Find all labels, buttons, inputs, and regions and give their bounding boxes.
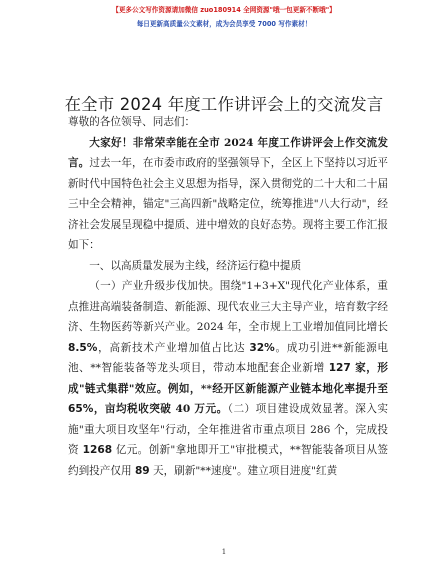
opening-text: 过去一年，在市委市政府的坚强领导下，全区上下坚持以习近平新时代中国特色社会主义思想为指导，深入贯彻党的二十大和二十届三中全会精神，锚定"三高四新"战略定位，统筹推进"八大行动"，经济社会发展呈现稳中提质、进中增效的良好态势。现将主要工作汇报如下：	[68, 157, 389, 251]
investment-value: 1268	[82, 444, 113, 456]
text-segment: 。成功引进**新能源电池、**智能装备等龙头项目，带动本地配套企业新增	[68, 341, 389, 374]
greeting: 尊敬的各位领导、同志们：	[68, 116, 196, 128]
document-body	[68, 112, 388, 481]
document-title: 在全市 2024 年度工作讲评会上的交流发言	[64, 95, 384, 114]
growth-rate-value: 8.5%	[68, 341, 98, 354]
banner-line-1: 【更多公文写作资源请加微信 zuo180914 全网资源"哦一包更新不断哦"】	[112, 6, 336, 14]
localization-rate-value: 65%	[68, 403, 94, 415]
text-segment: 家，形成"链式集群"效应。例如，	[68, 362, 388, 395]
hightech-share-value: 32%	[249, 341, 275, 354]
banner-line-2: 每日更新高质量公文素材，成为会员享受 7000 写作素材！	[136, 20, 312, 28]
text-segment: ，高新技术产业增加值占比达	[97, 341, 250, 354]
text-segment: （二）项目建设成效显著。深入实施"重大项目攻坚年"行动，全年推进省市重点项目 286 个，完成投资	[68, 403, 389, 456]
days-value: 89	[134, 464, 150, 477]
paragraph-opening	[68, 133, 388, 256]
text-segment: （一）产业升级步伐加快。围绕"1+3+X"现代化产业体系，重点推进高端装备制造、新能源、现代农业三大主导产业，培育数字经济、生物医药等新兴产业。2024 年，全市规上工业增加值同比增长	[68, 280, 388, 333]
text-segment: **经开区新能源产业链本地化率提升至	[200, 382, 388, 395]
opening-bold-text: 大家好！非常荣幸能在全市 2024 年度工作讲评会上作交流发言。	[68, 136, 388, 169]
text-segment: ，亩均税收突破 40 万元。	[93, 403, 228, 415]
text-segment: 亿元。创新"拿地即开工"审批模式，**智能装备项目从签约到投产仅用	[68, 444, 388, 477]
page-number: 1	[221, 548, 227, 556]
new-enterprises-value: 127	[328, 362, 351, 374]
text-segment: 天，刷新"**速度"。建立项目进度"红黄	[149, 464, 338, 477]
header-banner	[0, 4, 448, 30]
section-heading-1: 一、以高质量发展为主线，经济运行稳中提质	[89, 259, 302, 272]
paragraph-industry	[68, 276, 388, 481]
